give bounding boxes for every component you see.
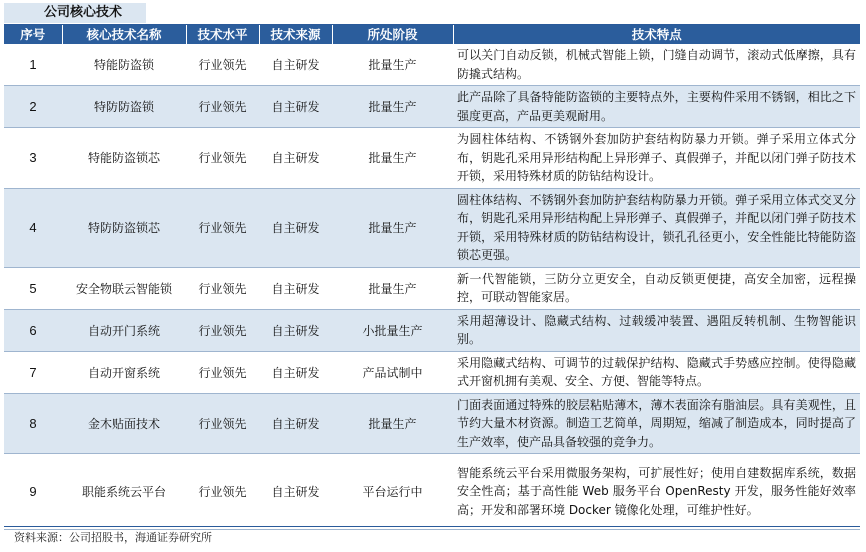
cell-source: 自主研发: [259, 267, 332, 309]
header-feature: 技术特点: [453, 25, 860, 44]
cell-stage: 小批量生产: [332, 309, 453, 351]
cell-level: 行业领先: [186, 454, 259, 530]
cell-name: 特能防盗锁: [62, 44, 186, 86]
source-note: 资料来源：公司招股书，海通证券研究所: [14, 531, 212, 544]
cell-feature: 圆柱体结构、不锈钢外套加防护套结构防暴力开锁。弹子采用立体式交叉分布，钥匙孔采用异形结构配上异形弹子、真假弹子，并配以闭门弹子防技术开锁，采用特殊材质的防钻结构设计，锁孔孔径更小，安全性能比特能防盗锁芯更强。: [453, 188, 860, 267]
cell-name: 职能系统云平台: [62, 454, 186, 530]
cell-level: 行业领先: [186, 86, 259, 128]
cell-feature: 为圆柱体结构、不锈钢外套加防护套结构防暴力开锁。弹子采用立体式分布，钥匙孔采用异形结构配上异形弹子、真假弹子，并配以闭门弹子防技术开锁，采用特殊材质的防钻结构设计。: [453, 128, 860, 189]
cell-source: 自主研发: [259, 128, 332, 189]
cell-name: 特能防盗锁芯: [62, 128, 186, 189]
cell-source: 自主研发: [259, 44, 332, 86]
table-header-row: [4, 25, 860, 44]
cell-feature: 门面表面通过特殊的胶层粘贴薄木，薄木表面涂有脂油层。具有美观性，且节约大量木材资源。制造工艺简单，周期短，缩减了制造成本，同时提高了生产效率，使产品具备较强的竞争力。: [453, 393, 860, 454]
cell-stage: 平台运行中: [332, 454, 453, 530]
table-row: [4, 393, 860, 454]
table-row: [4, 351, 860, 393]
cell-source: 自主研发: [259, 393, 332, 454]
header-level: 技术水平: [186, 25, 259, 44]
cell-name: 自动开窗系统: [62, 351, 186, 393]
cell-level: 行业领先: [186, 309, 259, 351]
table-row: [4, 44, 860, 86]
table-row: [4, 128, 860, 189]
cell-feature: 采用超薄设计、隐藏式结构、过载缓冲装置、遇阻反转机制、生物智能识别。: [453, 309, 860, 351]
table-row: [4, 86, 860, 128]
cell-stage: 批量生产: [332, 393, 453, 454]
cell-stage: 批量生产: [332, 44, 453, 86]
cell-source: 自主研发: [259, 86, 332, 128]
header-no: 序号: [4, 25, 62, 44]
cell-level: 行业领先: [186, 393, 259, 454]
table-row: [4, 454, 860, 530]
cell-name: 特防防盗锁芯: [62, 188, 186, 267]
cell-source: 自主研发: [259, 351, 332, 393]
cell-level: 行业领先: [186, 267, 259, 309]
core-technology-table: [4, 25, 860, 530]
cell-level: 行业领先: [186, 351, 259, 393]
header-stage: 所处阶段: [332, 25, 453, 44]
cell-no: 9: [4, 454, 62, 530]
cell-source: 自主研发: [259, 188, 332, 267]
cell-no: 4: [4, 188, 62, 267]
cell-no: 8: [4, 393, 62, 454]
table-title: 公司核心技术: [4, 3, 146, 23]
cell-feature: 智能系统云平台采用微服务架构，可扩展性好；使用自建数据库系统，数据安全性高；基于高性能 Web 服务平台 OpenResty 开发，服务性能好效率高；开发和部署环境 Docker 镜像化处理，可维护性好。: [453, 454, 860, 530]
cell-source: 自主研发: [259, 454, 332, 530]
cell-name: 安全物联云智能锁: [62, 267, 186, 309]
cell-name: 自动开门系统: [62, 309, 186, 351]
cell-stage: 产品试制中: [332, 351, 453, 393]
cell-no: 5: [4, 267, 62, 309]
cell-feature: 新一代智能锁，三防分立更安全，自动反锁更便捷，高安全加密，远程操控，可联动智能家居。: [453, 267, 860, 309]
cell-stage: 批量生产: [332, 267, 453, 309]
header-source: 技术来源: [259, 25, 332, 44]
cell-name: 特防防盗锁: [62, 86, 186, 128]
table-row: [4, 267, 860, 309]
cell-no: 7: [4, 351, 62, 393]
cell-level: 行业领先: [186, 44, 259, 86]
table-bottom-rule: [4, 526, 860, 527]
cell-stage: 批量生产: [332, 188, 453, 267]
header-name: 核心技术名称: [62, 25, 186, 44]
table-row: [4, 309, 860, 351]
table-row: [4, 188, 860, 267]
cell-name: 金木贴面技术: [62, 393, 186, 454]
cell-level: 行业领先: [186, 188, 259, 267]
cell-no: 1: [4, 44, 62, 86]
cell-stage: 批量生产: [332, 128, 453, 189]
cell-source: 自主研发: [259, 309, 332, 351]
cell-level: 行业领先: [186, 128, 259, 189]
cell-no: 2: [4, 86, 62, 128]
cell-feature: 采用隐藏式结构、可调节的过载保护结构、隐藏式手势感应控制。使得隐藏式开窗机拥有美观、安全、方便、智能等特点。: [453, 351, 860, 393]
cell-feature: 此产品除了具备特能防盗锁的主要特点外，主要构件采用不锈钢，相比之下强度更高，产品更美观耐用。: [453, 86, 860, 128]
cell-no: 6: [4, 309, 62, 351]
cell-no: 3: [4, 128, 62, 189]
cell-feature: 可以关门自动反锁，机械式智能上锁，门缝自动调节，滚动式低摩擦，具有防撬式结构。: [453, 44, 860, 86]
cell-stage: 批量生产: [332, 86, 453, 128]
